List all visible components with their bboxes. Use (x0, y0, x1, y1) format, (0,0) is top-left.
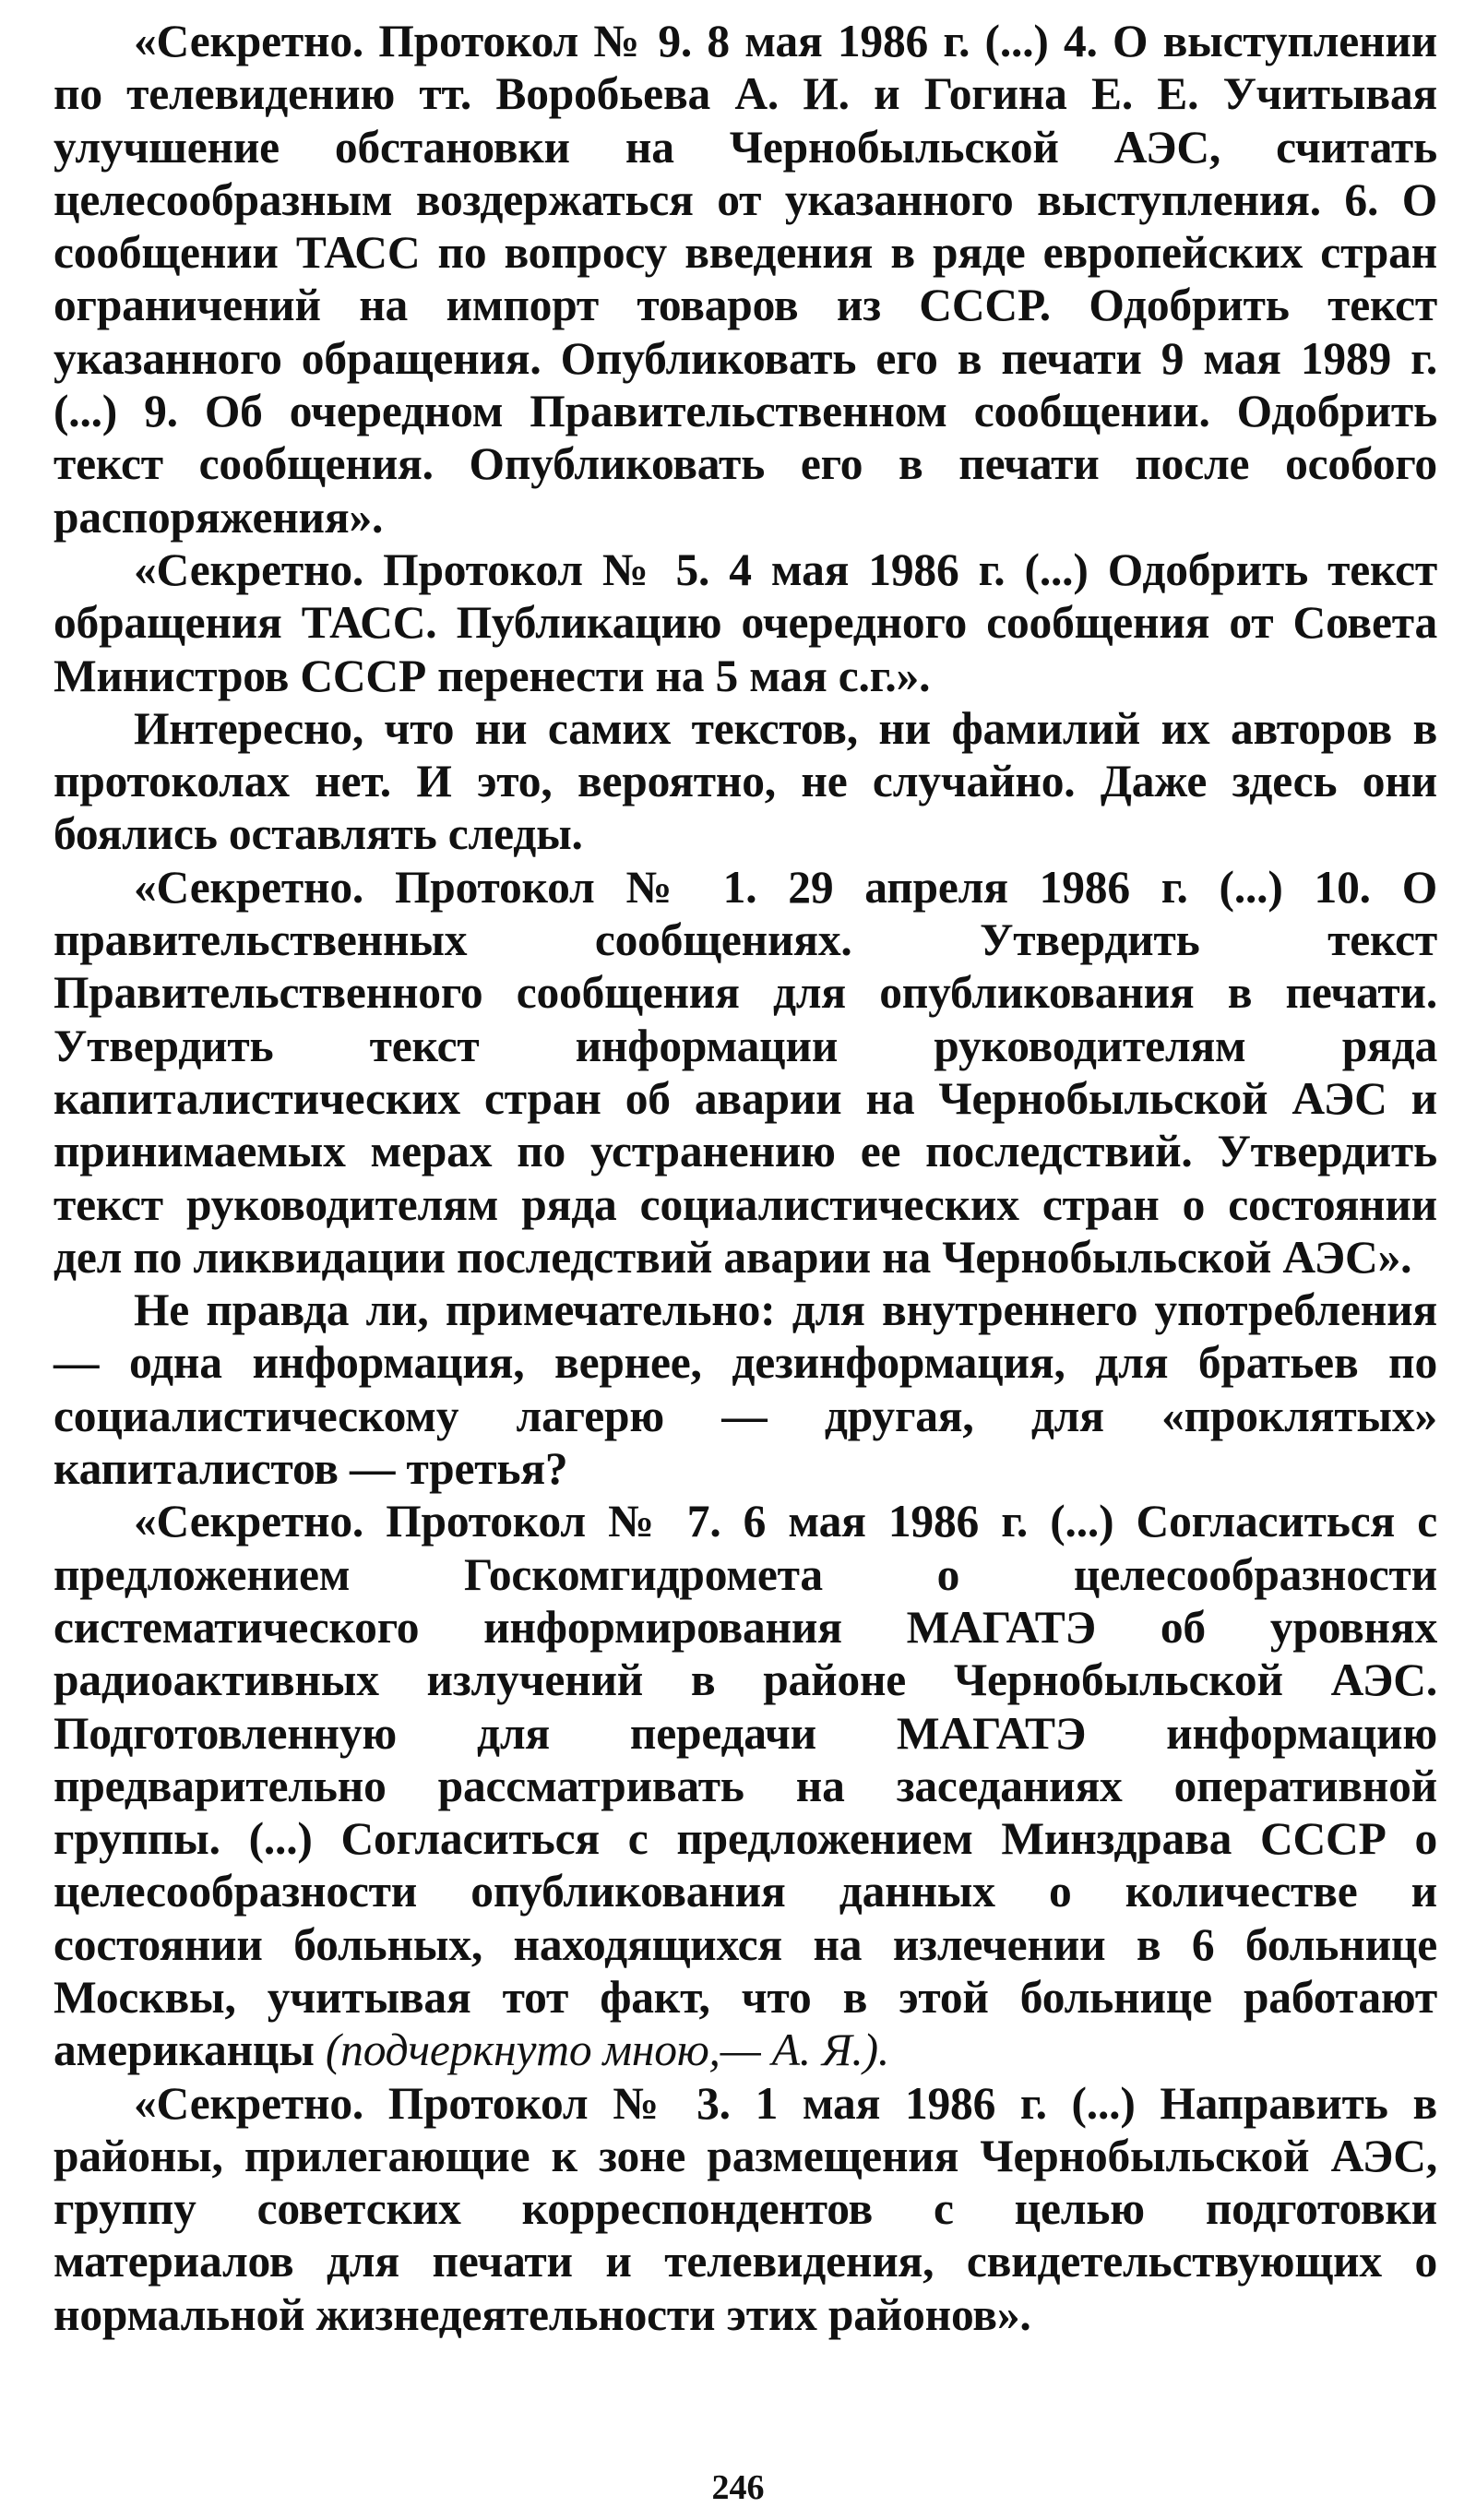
paragraph-protocol-3: «Секретно. Протокол № 3. 1 мая 1986 г. (...) Направить в районы, прилегающие к зоне размещения Чернобыльской АЭС, группу советских корреспондентов с целью подготовки материалов для печати и телевидения, свидетельствующих о нормальной жизнедеятельности этих районов». (54, 2077, 1437, 2340)
document-page (54, 15, 1437, 2341)
paragraph-protocol-7 (54, 1495, 1437, 2076)
paragraph-commentary-traces: Интересно, что ни самих текстов, ни фамилий их авторов в протоколах нет. И это, вероятно, не случайно. Даже здесь они боялись оставлять следы. (54, 702, 1437, 860)
paragraph-protocol-7-emphasis: учитывая тот факт, что в этой больнице работают американцы (54, 1971, 1437, 2076)
paragraph-commentary-disinformation: Не правда ли, примечательно: для внутреннего употребления — одна информация, вернее, дезинформация, для братьев по социалистическому лагерю — другая, для «проклятых» капиталистов — третья? (54, 1284, 1437, 1495)
paragraph-protocol-9: «Секретно. Протокол № 9. 8 мая 1986 г. (...) 4. О выступлении по телевидению тт. Воробьева А. И. и Гогина Е. Е. Учитывая улучшение обстановки на Чернобыльской АЭС, считать целесообразным воздержаться от указанного выступления. 6. О сообщении ТАСС по вопросу введения в ряде европейских стран ограничений на импорт товаров из СССР. Одобрить текст указанного обращения. Опубликовать его в печати 9 мая 1989 г. (...) 9. Об очередном Правительственном сообщении. Одобрить текст сообщения. Опубликовать его в печати после особого распоряжения». (54, 16, 1437, 543)
paragraph-protocol-7-author-note: (подчеркнуто мною,— А. Я.). (314, 2024, 890, 2076)
paragraph-protocol-5: «Секретно. Протокол № 5. 4 мая 1986 г. (...) Одобрить текст обращения ТАСС. Публикацию очередного сообщения от Совета Министров СССР перенести на 5 мая с.г.». (54, 543, 1437, 701)
paragraph-protocol-1: «Секретно. Протокол № 1. 29 апреля 1986 г. (...) 10. О правительственных сообщениях. Утвердить текст Правительственного сообщения для опубликования в печати. Утвердить текст информации руководителям ряда капиталистических стран об аварии на Чернобыльской АЭС и принимаемых мерах по устранению ее последствий. Утвердить текст руководителям ряда социалистических стран о состоянии дел по ликвидации последствий аварии на Чернобыльской АЭС». (54, 861, 1437, 1283)
page-number: 246 (711, 2468, 765, 2507)
paragraph-protocol-7-main-text: «Секретно. Протокол № 7. 6 мая 1986 г. (...) Согласиться с предложением Госкомгидромета о целесообразности систематического информирования МАГАТЭ об уровнях радиоактивных излучений в районе Чернобыльской АЭС. Подготовленную для передачи МАГАТЭ информацию предварительно рассматривать на заседаниях оперативной группы. (...) Согласиться с предложением Минздрава СССР о целесообразности опубликования данных о количестве и состоянии больных, находящихся на излечении в 6 больнице Москвы, (54, 1496, 1437, 2023)
